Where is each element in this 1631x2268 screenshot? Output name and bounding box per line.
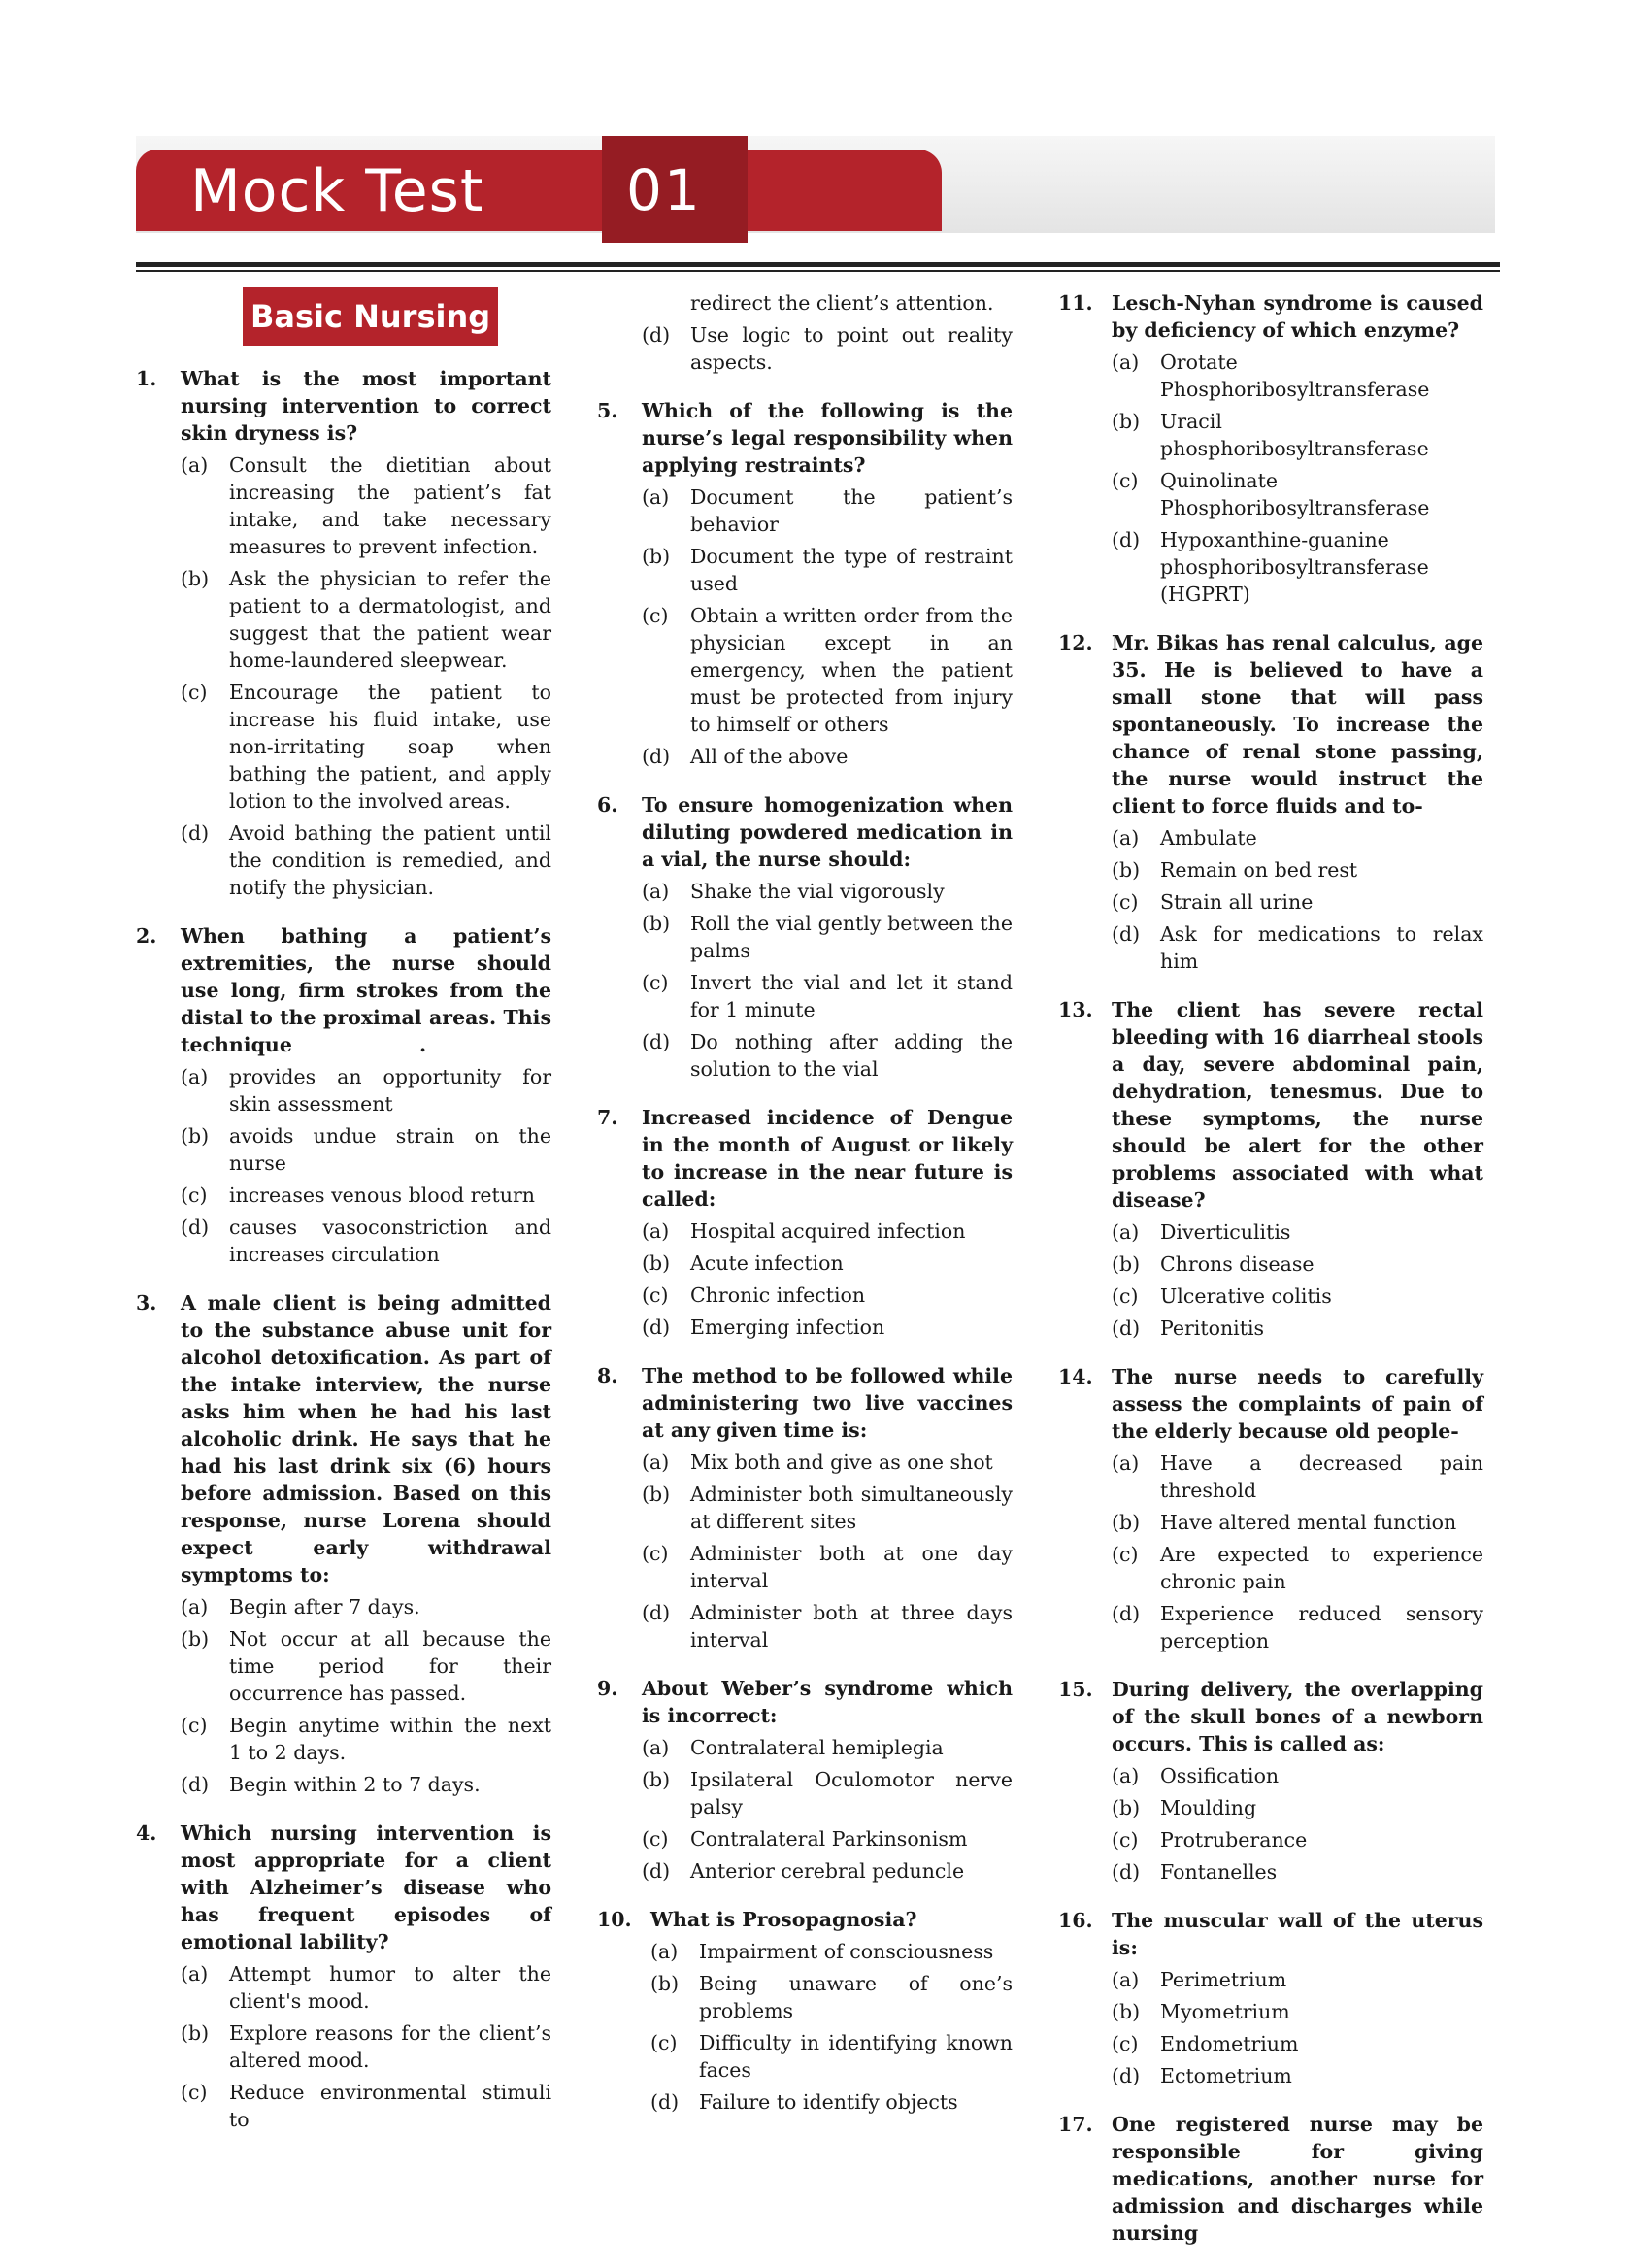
question-number: 8. [597, 1364, 618, 1387]
answer-option [642, 969, 1013, 1023]
option-text: Hypoxanthine-guanine phosphoribosyltransferase (HGPRT) [1160, 528, 1429, 606]
option-text: Myometrium [1160, 2000, 1290, 2023]
option-text: Are expected to experience chronic pain [1160, 1543, 1483, 1593]
option-text: Protruberance [1160, 1828, 1308, 1851]
answer-option [1112, 2030, 1483, 2057]
option-text: Remain on bed rest [1160, 858, 1358, 882]
column-1 [136, 365, 551, 2154]
option-d [642, 321, 1013, 376]
section-title: Basic Nursing [243, 287, 498, 346]
question-number: 11. [1058, 291, 1093, 315]
answer-option [650, 2029, 1013, 2084]
answer-option [1112, 1794, 1483, 1821]
option-label: (b) [1112, 1252, 1141, 1276]
answer-option [1112, 1998, 1483, 2025]
question [597, 791, 1013, 1083]
option-text: Ulcerative colitis [1160, 1284, 1332, 1308]
answer-option [181, 2019, 551, 2074]
question-4-continued [597, 289, 1013, 376]
option-label: (c) [1112, 2032, 1139, 2055]
option-label: (c) [1112, 1284, 1139, 1308]
question-stem [1058, 289, 1483, 344]
answer-option [642, 1481, 1013, 1535]
question-text [650, 1906, 1013, 1933]
option-label: (d) [1112, 922, 1141, 946]
option-text: Failure to identify objects [699, 2090, 958, 2114]
option-label: (c) [1112, 890, 1139, 914]
answer-option [181, 565, 551, 674]
question-number: 17. [1058, 2113, 1093, 2136]
option-label: (d) [642, 1030, 671, 1053]
option-label: (b) [642, 1251, 671, 1275]
option-label: (b) [181, 1124, 210, 1148]
question [1058, 1676, 1483, 1885]
question-number: 15. [1058, 1678, 1093, 1701]
answer-option [1112, 856, 1483, 884]
option-label: (a) [181, 1595, 209, 1618]
option-label: (b) [1112, 1511, 1141, 1534]
option-label: (a) [642, 1451, 670, 1474]
option-label: (d) [650, 2090, 680, 2114]
question-text [642, 791, 1013, 873]
answer-option [181, 2079, 551, 2133]
option-text: Ossification [1160, 1764, 1280, 1787]
answer-option [650, 2088, 1013, 2116]
question-text-content: Which of the following is the nurse’s legal responsibility when applying restraints? [642, 399, 1013, 477]
answer-option [1112, 467, 1483, 521]
answer-option [181, 1625, 551, 1707]
question [136, 365, 551, 901]
option-label: (c) [642, 1827, 669, 1851]
answer-option [650, 1970, 1013, 2024]
option-label: (d) [1112, 528, 1141, 551]
question [597, 397, 1013, 770]
question-stem [1058, 1676, 1483, 1757]
question [136, 1289, 551, 1798]
question-number: 2. [136, 924, 157, 948]
option-text: Administer both at one day interval [690, 1542, 1013, 1592]
question [1058, 996, 1483, 1342]
question [136, 1819, 551, 2133]
answer-option [642, 1028, 1013, 1083]
answer-option [642, 1857, 1013, 1884]
option-label: (c) [642, 1542, 669, 1565]
question-number: 9. [597, 1677, 618, 1700]
option-text: Encourage the patient to increase his fluid intake, use non-irritating soap when bathing the patient, and apply lotion to the involved areas. [229, 681, 551, 813]
answer-option [642, 910, 1013, 964]
answer-option [181, 1712, 551, 1766]
question [1058, 1907, 1483, 2089]
option-text: Experience reduced sensory perception [1160, 1602, 1483, 1652]
question-number: 12. [1058, 631, 1093, 654]
question-stem [597, 1675, 1013, 1729]
answer-option [642, 1540, 1013, 1594]
question-text-content: What is Prosopagnosia? [650, 1908, 917, 1931]
question-text [181, 1819, 551, 1955]
option-text: Document the type of restraint used [690, 545, 1013, 595]
answer-option [642, 1250, 1013, 1277]
option-text: Use logic to point out reality aspects. [690, 323, 1013, 374]
option-label: (a) [181, 1962, 209, 1985]
option-label: (d) [181, 821, 210, 845]
question-text-content: Which nursing intervention is most appropriate for a client with Alzheimer’s disease who has frequent episodes of emotional lability? [181, 1821, 551, 1953]
answer-option [1112, 888, 1483, 916]
answer-option [1112, 920, 1483, 975]
option-label: (b) [642, 545, 671, 568]
option-text: Begin within 2 to 7 days. [229, 1773, 481, 1796]
answer-option [181, 1593, 551, 1620]
option-label: (a) [1112, 350, 1140, 374]
answer-option [181, 1960, 551, 2015]
question-number: 16. [1058, 1909, 1093, 1932]
question-number: 7. [597, 1106, 618, 1129]
answer-option [1112, 1251, 1483, 1278]
answer-option [642, 1766, 1013, 1820]
option-text: Not occur at all because the time period for their occurrence has passed. [229, 1627, 551, 1705]
question-stem [136, 922, 551, 1058]
option-label: (a) [642, 1219, 670, 1243]
option-text: Contralateral Parkinsonism [690, 1827, 968, 1851]
option-label: (c) [642, 971, 669, 994]
option-label: (a) [1112, 1968, 1140, 1991]
answer-option [642, 743, 1013, 770]
question-text-content: The muscular wall of the uterus is: [1112, 1909, 1483, 1959]
option-label: (d) [181, 1216, 210, 1239]
answer-option [1112, 1858, 1483, 1885]
question-number: 5. [597, 399, 618, 422]
option-text: Administer both simultaneously at different sites [690, 1483, 1013, 1533]
option-label: (b) [642, 912, 671, 935]
option-label: (c) [181, 681, 208, 704]
option-label: (d) [1112, 1317, 1141, 1340]
option-label: (a) [1112, 1764, 1140, 1787]
option-label: (a) [1112, 1451, 1140, 1475]
question-text [1112, 629, 1483, 819]
option-text: Peritonitis [1160, 1317, 1265, 1340]
question-text [642, 1362, 1013, 1444]
header-rule-thin [136, 270, 1500, 272]
question-stem [136, 1819, 551, 1955]
question-text-content: About Weber’s syndrome which is incorrect: [642, 1677, 1013, 1727]
option-label: (d) [1112, 1860, 1141, 1884]
answer-option [642, 1449, 1013, 1476]
answer-option [1112, 1509, 1483, 1536]
question-text [181, 1289, 551, 1588]
option-label: (b) [642, 1768, 671, 1791]
option-text: Quinolinate Phosphoribosyltransferase [1160, 469, 1430, 519]
question-stem [1058, 629, 1483, 819]
answer-option [181, 1182, 551, 1209]
question-text [642, 1675, 1013, 1729]
question [1058, 289, 1483, 608]
option-text: Shake the vial vigorously [690, 880, 945, 903]
option-label: (c) [642, 604, 669, 627]
header-rule-thick [136, 262, 1500, 267]
option-label: (a) [1112, 826, 1140, 850]
answer-option [642, 1314, 1013, 1341]
answer-option [642, 1734, 1013, 1761]
option-label: (b) [181, 2021, 210, 2045]
question-text [642, 397, 1013, 479]
answer-option [1112, 1218, 1483, 1246]
option-label: (d) [642, 1316, 671, 1339]
question-text-content: Lesch-Nyhan syndrome is caused by deficiency of which enzyme? [1112, 291, 1483, 342]
question-number: 14. [1058, 1365, 1093, 1388]
question-number: 13. [1058, 998, 1093, 1021]
question-text-content: Increased incidence of Dengue in the month of August or likely to increase in the near future is called: [642, 1106, 1013, 1211]
option-text: Ask for medications to relax him [1160, 922, 1483, 973]
option-label: (b) [1112, 2000, 1141, 2023]
option-label: (c) [1112, 1543, 1139, 1566]
answer-option [642, 484, 1013, 538]
question-stem [1058, 2111, 1483, 2247]
question-number: 1. [136, 367, 157, 390]
option-text: Orotate Phosphoribosyltransferase [1160, 350, 1430, 401]
answer-option [1112, 1315, 1483, 1342]
question-number: 6. [597, 793, 618, 817]
question-text: When bathing a patient’s extremities, the nurse should use long, firm strokes from the distal to the proximal areas. This technique . [181, 924, 551, 1056]
question-stem [136, 1289, 551, 1588]
answer-option [642, 878, 1013, 905]
option-text: Emerging infection [690, 1316, 885, 1339]
option-label: (c) [181, 2081, 208, 2104]
option-text: Obtain a written order from the physician except in an emergency, when the patient must be protected from injury to himself or others [690, 604, 1013, 736]
option-text: redirect the client’s attention. [690, 291, 994, 315]
option-label: (c) [181, 1714, 208, 1737]
option-text: Explore reasons for the client’s altered mood. [229, 2021, 551, 2072]
option-text: Do nothing after adding the solution to the vial [690, 1030, 1013, 1081]
question-stem [136, 365, 551, 447]
answer-option [181, 1214, 551, 1268]
option-text: Moulding [1160, 1796, 1257, 1819]
option-label [642, 289, 690, 317]
option-label: (d) [1112, 2064, 1141, 2087]
option-label: (d) [1112, 1602, 1141, 1625]
option-label: (b) [650, 1972, 680, 1995]
option-label: (b) [642, 1483, 671, 1506]
question-stem [1058, 1363, 1483, 1445]
question [597, 1906, 1013, 2116]
option-label: (b) [1112, 410, 1141, 433]
option-text: Difficulty in identifying known faces [699, 2031, 1013, 2082]
answer-option [642, 1825, 1013, 1852]
option-text: Fontanelles [1160, 1860, 1278, 1884]
option-text: Ectometrium [1160, 2064, 1292, 2087]
question-stem [1058, 1907, 1483, 1961]
option-label: (c) [181, 1184, 208, 1207]
option-label: (a) [650, 1940, 679, 1963]
question [597, 1675, 1013, 1884]
option-text: Attempt humor to alter the client's mood. [229, 1962, 551, 2013]
option-text: Chrons disease [1160, 1252, 1315, 1276]
question-text [642, 1104, 1013, 1213]
option-text: Strain all urine [1160, 890, 1314, 914]
answer-option [642, 1599, 1013, 1653]
question-text [1112, 2111, 1483, 2247]
option-label: (b) [1112, 858, 1141, 882]
option-text: Invert the vial and let it stand for 1 minute [690, 971, 1013, 1021]
option-text: Diverticulitis [1160, 1220, 1291, 1244]
option-label: (a) [181, 1065, 209, 1088]
option-label: (d) [642, 745, 671, 768]
answer-option [181, 1771, 551, 1798]
option-text: Ambulate [1160, 826, 1257, 850]
answer-option [1112, 1541, 1483, 1595]
option-text: increases venous blood return [229, 1184, 535, 1207]
answer-option [1112, 1600, 1483, 1654]
answer-option [1112, 349, 1483, 403]
option-label: (a) [642, 1736, 670, 1759]
option-label: (a) [642, 485, 670, 509]
answer-option [1112, 1450, 1483, 1504]
option-text: Avoid bathing the patient until the condition is remedied, and notify the physician. [229, 821, 551, 899]
option-text: Uracil phosphoribosyltransferase [1160, 410, 1429, 460]
answer-option [181, 819, 551, 901]
option-text: Impairment of consciousness [699, 1940, 994, 1963]
answer-option [642, 543, 1013, 597]
option-text: Anterior cerebral peduncle [690, 1859, 965, 1883]
column-3 [1058, 289, 1483, 2268]
option-label: (c) [650, 2031, 678, 2054]
question-text [1112, 1907, 1483, 1961]
option-label: (d) [642, 1601, 671, 1624]
question-stem [597, 1362, 1013, 1444]
answer-option [642, 1217, 1013, 1245]
question-text-content: What is the most important nursing intervention to correct skin dryness is? [181, 367, 551, 445]
question-stem [597, 397, 1013, 479]
option-text: Reduce environmental stimuli to [229, 2081, 551, 2131]
answer-option [1112, 1826, 1483, 1853]
option-text: Chronic infection [690, 1284, 866, 1307]
option-label: (d) [642, 1859, 671, 1883]
fill-in-blank [299, 1033, 419, 1051]
option-label: (a) [1112, 1220, 1140, 1244]
answer-option [181, 1063, 551, 1117]
option-text: Being unaware of one’s problems [699, 1972, 1013, 2022]
option-label: (c) [1112, 469, 1139, 492]
answer-option [1112, 408, 1483, 462]
option-text: Have altered mental function [1160, 1511, 1457, 1534]
option-text: Contralateral hemiplegia [690, 1736, 944, 1759]
answer-option [1112, 526, 1483, 608]
question-text [181, 365, 551, 447]
option-text: Document the patient’s behavior [690, 485, 1013, 536]
question-number: 4. [136, 1821, 157, 1845]
question-stem [1058, 996, 1483, 1214]
answer-option [1112, 824, 1483, 851]
question-text-content: When bathing a patient’s extremities, the nurse should use long, firm strokes from the distal to the proximal areas. This technique [181, 924, 551, 1056]
question-text-content: To ensure homogenization when diluting powdered medication in a vial, the nurse should: [642, 793, 1013, 871]
answer-option [642, 602, 1013, 738]
option-text: Begin after 7 days. [229, 1595, 420, 1618]
option-label: (c) [1112, 1828, 1139, 1851]
question-text-content: During delivery, the overlapping of the skull bones of a newborn occurs. This is called as: [1112, 1678, 1483, 1755]
option-text: Perimetrium [1160, 1968, 1287, 1991]
question [597, 1362, 1013, 1653]
option-text: Hospital acquired infection [690, 1219, 966, 1243]
question-text-content: The method to be followed while administering two live vaccines at any given time is: [642, 1364, 1013, 1442]
option-text: Ask the physician to refer the patient to a dermatologist, and suggest that the patient wear home-laundered sleepwear. [229, 567, 551, 672]
question-text-content: The nurse needs to carefully assess the complaints of pain of the elderly because old people- [1112, 1365, 1483, 1443]
question [136, 922, 551, 1268]
question [597, 1104, 1013, 1341]
option-text: Consult the dietitian about increasing the patient’s fat intake, and take necessary measures to prevent infection. [229, 453, 551, 558]
option-label: (b) [181, 567, 210, 590]
question-text [1112, 1363, 1483, 1445]
option-label: (a) [181, 453, 209, 477]
question-text [1112, 996, 1483, 1214]
option-text: Endometrium [1160, 2032, 1299, 2055]
answer-option [181, 451, 551, 560]
answer-option [642, 1282, 1013, 1309]
option-text: provides an opportunity for skin assessment [229, 1065, 551, 1116]
question-stem [597, 1104, 1013, 1213]
answer-option [1112, 1762, 1483, 1789]
option-text: Have a decreased pain threshold [1160, 1451, 1483, 1502]
option-text: All of the above [690, 745, 849, 768]
page-title: Mock Test [190, 157, 484, 225]
option-text: Mix both and give as one shot [690, 1451, 993, 1474]
question-text [1112, 289, 1483, 344]
option-label: (d) [181, 1773, 210, 1796]
test-number: 01 [626, 157, 702, 223]
option-text: causes vasoconstriction and increases circulation [229, 1216, 551, 1266]
question-text [1112, 1676, 1483, 1757]
option-text: Administer both at three days interval [690, 1601, 1013, 1651]
answer-option [1112, 1966, 1483, 1993]
answer-option [1112, 2062, 1483, 2089]
question-number: 3. [136, 1291, 157, 1315]
option-label: (c) [642, 1284, 669, 1307]
option-text: avoids undue strain on the nurse [229, 1124, 551, 1175]
question-stem [597, 791, 1013, 873]
question [1058, 629, 1483, 975]
answer-option [1112, 1283, 1483, 1310]
question-text-content: One registered nurse may be responsible for giving medications, another nurse for admission and discharges while nursing [1112, 2113, 1483, 2245]
question-text-content: The client has severe rectal bleeding with 16 diarrheal stools a day, severe abdominal pain, dehydration, tenesmus. Due to these symptoms, the nurse should be alert for the other problems associated with what disease? [1112, 998, 1483, 1212]
column-2 [597, 289, 1013, 2137]
option-label: (b) [181, 1627, 210, 1651]
option-text: Roll the vial gently between the palms [690, 912, 1013, 962]
banner-red-tail [738, 150, 942, 231]
option-text: Begin anytime within the next 1 to 2 days. [229, 1714, 551, 1764]
answer-option [181, 1122, 551, 1177]
question-stem [597, 1906, 1013, 1933]
question-text-content: A male client is being admitted to the substance abuse unit for alcohol detoxification. As part of the intake interview, the nurse asks him when he had his last alcoholic drink. He says that he had his last drink six (6) hours before admission. Based on this response, nurse Lorena should expect early withdrawal symptoms to: [181, 1291, 551, 1586]
question-text-content: Mr. Bikas has renal calculus, age 35. He is believed to have a small stone that will pass spontaneously. To increase the chance of renal stone passing, the nurse would instruct the client to force fluids and to- [1112, 631, 1483, 817]
question [1058, 1363, 1483, 1654]
option-label: (a) [642, 880, 670, 903]
question-number: 10. [597, 1908, 632, 1931]
option-label: (d) [642, 323, 671, 347]
answer-option [650, 1938, 1013, 1965]
option-text: Acute infection [690, 1251, 844, 1275]
question [1058, 2111, 1483, 2247]
option-text: Ipsilateral Oculomotor nerve palsy [690, 1768, 1013, 1818]
option-continued [642, 289, 1013, 317]
option-label: (b) [1112, 1796, 1141, 1819]
header-banner [136, 136, 1495, 243]
answer-option [181, 679, 551, 815]
